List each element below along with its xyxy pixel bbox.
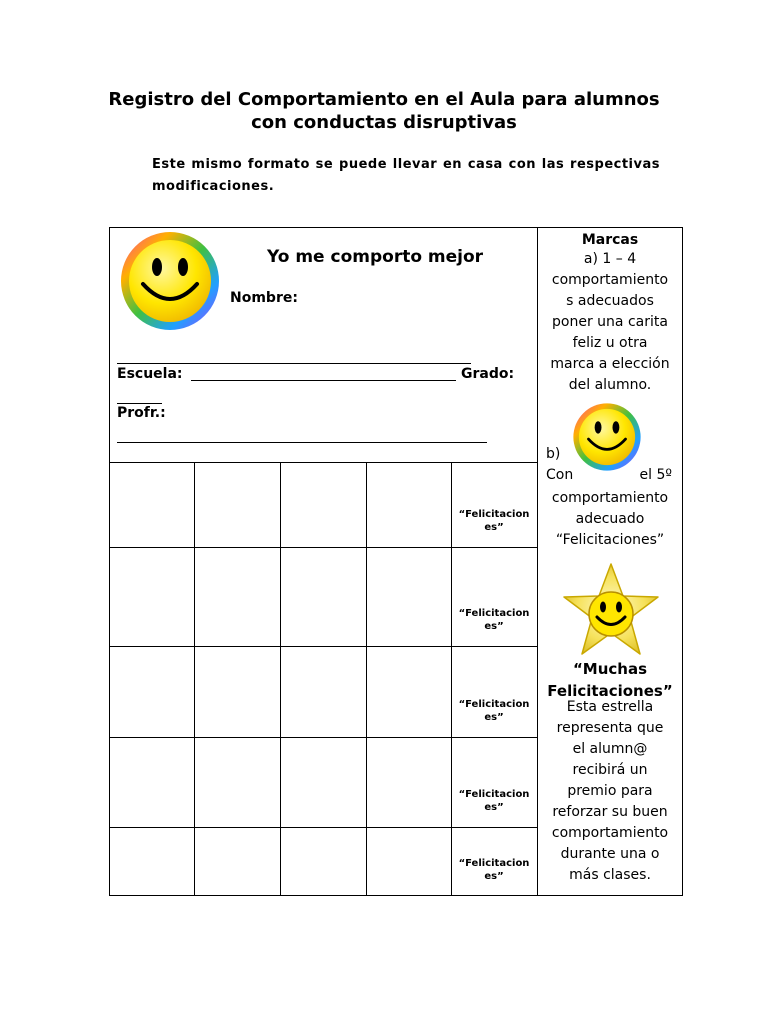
smiley-face-icon [572, 402, 642, 476]
grid-hline [109, 646, 537, 647]
escuela-underline[interactable] [191, 380, 456, 381]
star-smiley-icon [561, 562, 661, 662]
card-heading: Yo me comporto mejor [267, 247, 484, 267]
profr-label: Profr.: [117, 405, 166, 421]
smiley-face-icon [119, 230, 221, 336]
grid-hline [109, 547, 537, 548]
felicitaciones-cell-label: “Felicitacion es” [458, 608, 530, 632]
marcas-heading: Marcas [581, 232, 639, 248]
grid-vline [280, 462, 281, 896]
marcas-b-label: b) [546, 446, 561, 462]
star-description: Esta estrella representa que el alumn@ recibirá un premio para reforzar su buen comportamiento durante una o más clases. [551, 699, 669, 883]
felicitaciones-cell-label: “Felicitacion es” [458, 699, 530, 723]
document-title: Registro del Comportamiento en el Aula para alumnos con conductas disruptivas [108, 89, 660, 133]
grid-vline [194, 462, 195, 896]
grid-hline [109, 827, 537, 828]
header-bottom-line [109, 462, 537, 463]
grid-hline [109, 737, 537, 738]
felicitaciones-cell-label: “Felicitacion es” [458, 789, 530, 813]
intro-text: Este mismo formato se puede llevar en casa con las respectivas modificaciones. [152, 157, 660, 194]
marcas-a-text: a) 1 – 4 comportamiento s adecuados poner una carita feliz u otra marca a elección del alumno. [550, 251, 670, 393]
marcas-con-row: Con el 5º [546, 467, 672, 483]
grid-vline [366, 462, 367, 896]
felicitaciones-cell-label: “Felicitacion es” [458, 858, 530, 882]
column-divider [537, 227, 538, 896]
grado-underline[interactable] [117, 403, 162, 404]
felicitaciones-cell-label: “Felicitacion es” [458, 509, 530, 533]
muchas-felicitaciones-title: “Muchas Felicitaciones” [547, 660, 673, 700]
profr-underline[interactable] [117, 442, 487, 443]
marcas-b-text: comportamiento adecuado “Felicitaciones” [551, 490, 669, 548]
escuela-label: Escuela: [117, 366, 183, 382]
grado-label: Grado: [461, 366, 515, 382]
nombre-label: Nombre: [230, 290, 298, 306]
nombre-underline[interactable] [117, 363, 471, 364]
